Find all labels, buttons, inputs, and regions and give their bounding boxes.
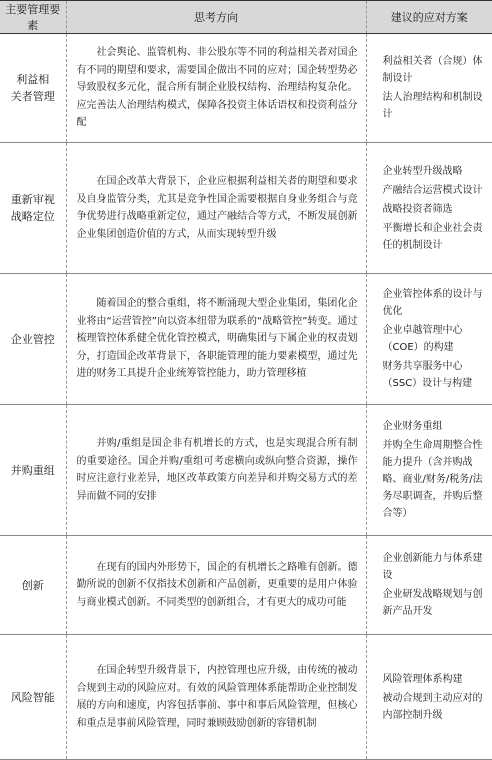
solution-item: 企业创新能力与体系建设 xyxy=(382,553,483,581)
factor-line: 利益相 xyxy=(16,73,50,86)
table-row xyxy=(0,405,492,536)
table-row xyxy=(0,635,492,760)
factor-line: 重新审视 xyxy=(10,193,55,206)
factor-cell xyxy=(0,34,66,143)
solution-item: 被动合规到主动应对的内部控制升级 xyxy=(382,692,483,721)
factor-cell xyxy=(0,274,66,405)
thinking-cell: 在现有的国内外形势下，国企的有机增长之路唯有创新。德勤所说的创新不仅指技术创新和产品创新，更重要的是用户体验与商业模式创新。不同类型的创新组合，才有更大的成功可能 xyxy=(66,536,366,635)
factor-cell xyxy=(0,536,66,635)
solution-item: 平衡增长和企业社会责任的机制设计 xyxy=(382,222,483,251)
solution-item: 企业卓越管理中心（COE）的构建 xyxy=(382,325,463,353)
factor-line: 并购重组 xyxy=(10,463,55,477)
factor-line: 风险智能 xyxy=(10,690,55,704)
solution-item: 企业财务重组 xyxy=(382,421,443,432)
table-row xyxy=(0,143,492,274)
solution-item: 企业研发战略规划与创新产品开发 xyxy=(382,589,483,617)
header-solutions: 建议的应对方案 xyxy=(366,1,492,34)
solution-item: 并购全生命周期整合性能力提升（含并购战略、商业/财务/税务/法务尽职调查，并购后整合等） xyxy=(382,440,483,519)
thinking-cell: 随着国企的整合重组，将不断涌现大型企业集团，集团化企业将由“运营管控”向以资本纽带为联系的“战略管控”转变。通过梳理管控体系健全优化管控模式，明确集团与下属企业的权责划分，打造国企改革背景下，各职能管理的能力要素模型，通过先进的财务工具提升企业统筹管控能力，助力管理移植 xyxy=(66,274,366,405)
factor-cell xyxy=(0,405,66,536)
solutions-cell xyxy=(366,34,492,143)
factor-line: 企业管控 xyxy=(10,332,55,346)
header-factor: 主要管理要素 xyxy=(0,1,66,34)
thinking-cell: 并购/重组是国企非有机增长的方式，也是实现混合所有制的重要途径。国企并购/重组可考虑横向或纵向整合资源，操作时应注意行业差异，地区改革政策方向差异和并购交易方式的差异而做不同的安排 xyxy=(66,405,366,536)
solutions-cell xyxy=(366,143,492,274)
table-row xyxy=(0,536,492,635)
solutions-cell xyxy=(366,405,492,536)
solution-item: 财务共享服务中心（SSC）设计与构建 xyxy=(382,361,473,389)
table-row xyxy=(0,274,492,405)
thinking-cell: 社会舆论、监管机构、非公股东等不同的利益相关者对国企有不同的期望和要求，需要国企做出不同的应对；国企转型势必导致股权多元化，混合所有制企业股权结构、治理结构复杂化。应完善法人治理结构模式，保障各投资主体话语权和投资利益分配 xyxy=(66,34,366,143)
solution-item: 风险管理体系构建 xyxy=(382,673,463,685)
header-thinking: 思考方向 xyxy=(66,1,366,34)
factor-line: 创新 xyxy=(21,578,44,592)
solution-item: 战略投资者筛选 xyxy=(382,203,453,215)
solution-item: 利益相关者（合规）体制设计 xyxy=(382,56,483,84)
solutions-cell xyxy=(366,536,492,635)
solutions-cell xyxy=(366,635,492,760)
thinking-cell: 在国企转型升级背景下，内控管理也应升级，由传统的被动合规到主动的风险应对。有效的风险管理体系能帮助企业控制发展的方向和速度，内容包括事前、事中和事后风险管理，但核心和重点是事前风险管理，同时兼顾鼓励创新的容错机制 xyxy=(66,635,366,760)
factor-line: 战略定位 xyxy=(10,210,55,223)
thinking-cell: 在国企改革大背景下，企业应根据利益相关者的期望和要求及自身监管分类，尤其是竞争性国企需要根据自身业务组合与竞争优势进行战略重新定位，通过产融结合等方式，不断发展创新企业集团创造价值的方式，从而实现转型升级 xyxy=(66,143,366,274)
solution-item: 产融结合运营模式设计 xyxy=(382,184,483,196)
solution-item: 企业转型升级战略 xyxy=(382,165,463,177)
table-header-row xyxy=(0,1,492,34)
factor-cell xyxy=(0,143,66,274)
table-row xyxy=(0,34,492,143)
solutions-cell xyxy=(366,274,492,405)
solution-item: 法人治理结构和机制设计 xyxy=(382,92,483,120)
factor-line: 关者管理 xyxy=(10,90,55,103)
solution-item: 企业管控体系的设计与优化 xyxy=(382,289,483,317)
factor-cell xyxy=(0,635,66,760)
